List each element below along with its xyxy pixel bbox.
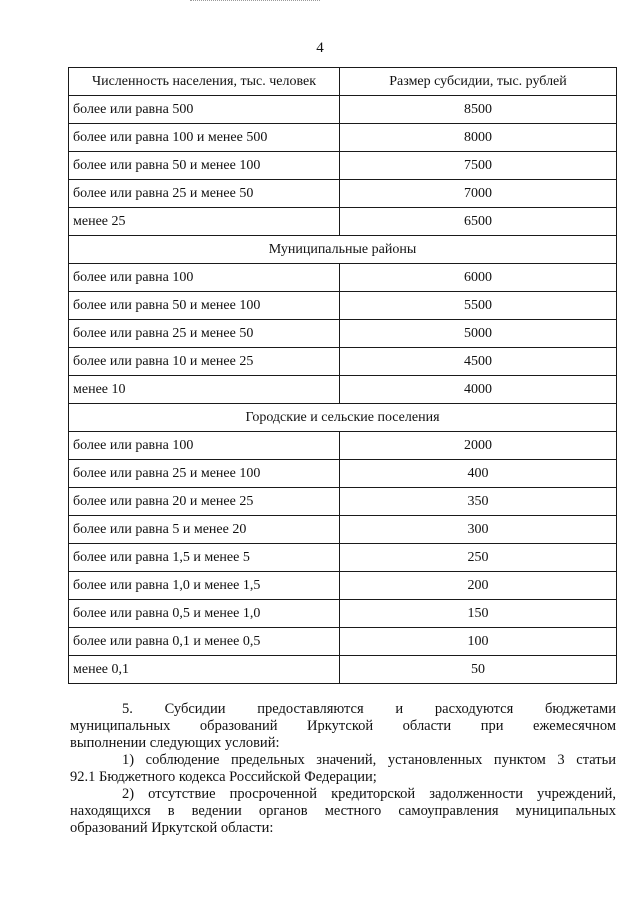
table-row [69, 544, 617, 572]
subsidy-amount: 6500 [340, 208, 617, 236]
section-heading-districts: Муниципальные районы [69, 236, 617, 264]
subsidy-amount: 200 [340, 572, 617, 600]
subsidy-amount: 8000 [340, 124, 617, 152]
header-subsidy: Размер субсидии, тыс. рублей [340, 68, 617, 96]
population-range: более или равна 20 и менее 25 [69, 488, 340, 516]
table-row [69, 96, 617, 124]
table-row [69, 320, 617, 348]
subsidy-amount: 4000 [340, 376, 617, 404]
section-heading-row [69, 404, 617, 432]
paragraph-5-line: выполнении следующих условий: [70, 735, 280, 751]
subsidy-amount: 8500 [340, 96, 617, 124]
table-header-row [69, 68, 617, 96]
table-row [69, 264, 617, 292]
population-range: более или равна 1,5 и менее 5 [69, 544, 340, 572]
population-range: более или равна 25 и менее 50 [69, 320, 340, 348]
header-population: Численность населения, тыс. человек [69, 68, 340, 96]
table-row [69, 348, 617, 376]
paragraph-5-line: муниципальных образований Иркутской области при ежемесячном [70, 718, 616, 734]
condition-2-line: образований Иркутской области: [70, 820, 274, 836]
population-range: менее 10 [69, 376, 340, 404]
table-row [69, 656, 617, 684]
table-row [69, 124, 617, 152]
population-range: более или равна 100 [69, 264, 340, 292]
population-range: более или равна 50 и менее 100 [69, 152, 340, 180]
table-row [69, 208, 617, 236]
condition-1-line: 92.1 Бюджетного кодекса Российской Федерации; [70, 769, 377, 785]
population-range: более или равна 1,0 и менее 1,5 [69, 572, 340, 600]
paragraph-5-line: 5. Субсидии предоставляются и расходуются бюджетами [122, 701, 616, 717]
table-row [69, 600, 617, 628]
subsidy-amount: 400 [340, 460, 617, 488]
table-row [69, 432, 617, 460]
table-row [69, 460, 617, 488]
subsidy-amount: 350 [340, 488, 617, 516]
subsidy-amount: 250 [340, 544, 617, 572]
subsidy-amount: 5000 [340, 320, 617, 348]
population-range: более или равна 100 и менее 500 [69, 124, 340, 152]
subsidy-amount: 2000 [340, 432, 617, 460]
table-row [69, 152, 617, 180]
subsidy-amount: 100 [340, 628, 617, 656]
subsidy-table [68, 67, 617, 684]
table-row [69, 376, 617, 404]
population-range: более или равна 500 [69, 96, 340, 124]
population-range: более или равна 10 и менее 25 [69, 348, 340, 376]
subsidy-amount: 50 [340, 656, 617, 684]
condition-1-line: 1) соблюдение предельных значений, установленных пунктом 3 статьи [122, 752, 616, 768]
table-row [69, 180, 617, 208]
condition-2-line: находящихся в ведении органов местного самоуправления муниципальных [70, 803, 616, 819]
scan-top-mark [190, 0, 320, 4]
subsidy-amount: 7500 [340, 152, 617, 180]
population-range: более или равна 50 и менее 100 [69, 292, 340, 320]
table-row [69, 292, 617, 320]
population-range: более или равна 5 и менее 20 [69, 516, 340, 544]
subsidy-amount: 150 [340, 600, 617, 628]
regulation-text [70, 701, 616, 837]
table-row [69, 488, 617, 516]
subsidy-amount: 5500 [340, 292, 617, 320]
table-row [69, 628, 617, 656]
subsidy-amount: 7000 [340, 180, 617, 208]
subsidy-amount: 300 [340, 516, 617, 544]
subsidy-amount: 6000 [340, 264, 617, 292]
condition-2-line: 2) отсутствие просроченной кредиторской задолженности учреждений, [122, 786, 616, 802]
page-number: 4 [316, 40, 324, 56]
population-range: более или равна 25 и менее 50 [69, 180, 340, 208]
table-row [69, 516, 617, 544]
population-range: более или равна 0,5 и менее 1,0 [69, 600, 340, 628]
population-range: менее 25 [69, 208, 340, 236]
population-range: менее 0,1 [69, 656, 340, 684]
population-range: более или равна 25 и менее 100 [69, 460, 340, 488]
section-heading-settlements: Городские и сельские поселения [69, 404, 617, 432]
population-range: более или равна 0,1 и менее 0,5 [69, 628, 340, 656]
subsidy-amount: 4500 [340, 348, 617, 376]
table-row [69, 572, 617, 600]
population-range: более или равна 100 [69, 432, 340, 460]
section-heading-row [69, 236, 617, 264]
